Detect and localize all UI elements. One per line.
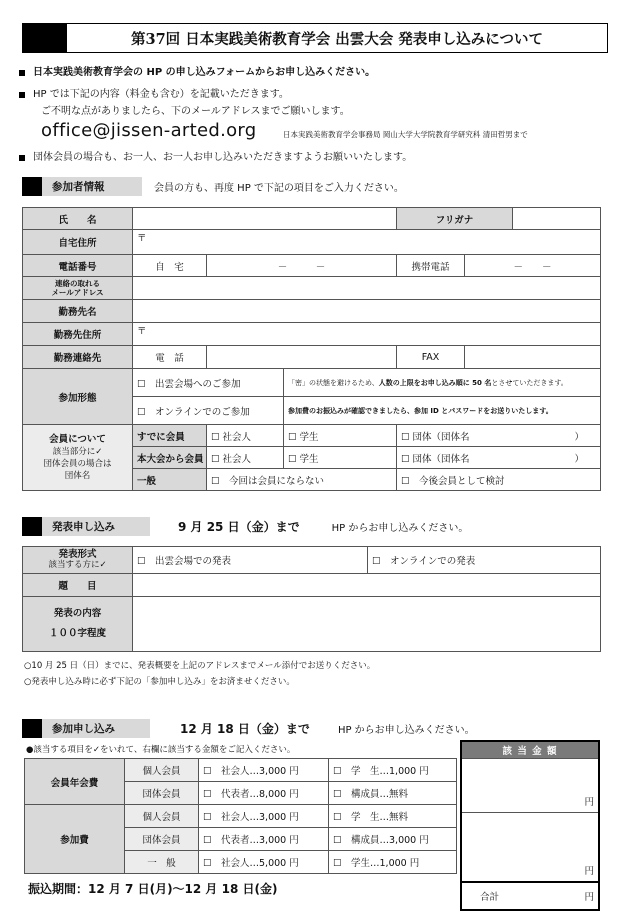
title-bar [22,23,608,53]
intro-line-2a: HP では下記の内容（料金も含む）を記載いただきます。 [33,89,289,100]
presentation-table [22,546,601,652]
annual-rep-option[interactable]: ☐ 代表者…8,000 円 [199,782,329,805]
fax-field[interactable] [465,346,601,369]
fee-table [24,758,457,874]
name-label: 氏 名 [23,208,133,230]
work-phone-label: 電 話 [133,346,207,369]
participation-label: 参加形態 [23,369,133,425]
amount-table [460,740,600,911]
intro-line-2b: ご不明な点がありましたら、下のメールアドレスまでご願いします。 [41,106,350,117]
work-address-label: 勤務先住所 [23,323,133,346]
work-contact-label: 勤務連絡先 [23,346,133,369]
email-field[interactable] [133,277,601,300]
already-student-checkbox[interactable]: ☐ 学生 [284,425,397,447]
content-label: 発表の内容 １００字程度 [23,597,133,652]
work-phone-field[interactable] [207,346,397,369]
registration-instruction: ●該当する項目を✓をいれて、右欄に該当する金額をご記入ください。 [26,745,296,755]
payment-period: 振込期間：12 月 7 日(月)～12 月 18 日(金) [28,882,278,896]
amount-header: 該 当 金 額 [461,741,599,758]
furigana-field[interactable] [513,208,601,230]
fee-rep-option[interactable]: ☐ 代表者…3,000 円 [199,828,329,851]
home-phone-field[interactable]: － － [207,255,397,277]
mobile-field[interactable]: － － [465,255,601,277]
online-note: 参加費のお振込みが確認できましたら、参加 ID とパスワードをお送りいたします。 [284,397,601,425]
title-black-block [23,24,67,52]
annual-member-option[interactable]: ☐ 構成員…無料 [329,782,457,805]
annual-adult-option[interactable]: ☐ 社会人…3,000 円 [199,759,329,782]
annual-individual-label: 個人会員 [125,759,199,782]
section-label: 参加者情報 [42,177,142,196]
new-member-label: 本大会から会員 [133,447,207,469]
intro-line-1: 日本実践美術教育学会の HP の申し込みフォームからお申し込みください。 [33,67,376,78]
presentation-note-1: ○10 月 25 日（日）までに、発表概要を上記のアドレスまでメール添付でお送りください。 [24,661,376,671]
membership-label: 会員について 該当部分に✓ 団体会員の場合は 団体名 [23,425,133,491]
annual-fee-label: 会員年会費 [25,759,125,805]
fee-group-label: 団体会員 [125,828,199,851]
workplace-label: 勤務先名 [23,300,133,323]
name-field[interactable] [133,208,397,230]
new-adult-checkbox[interactable]: ☐ 社会人 [207,447,284,469]
section-label: 発表申し込み [42,517,150,536]
section-note: 会員の方も、再度 HP で下記の項目をご入力ください。 [154,183,404,194]
fee-amount-field[interactable]: 円 [461,812,599,882]
section-label: 参加申し込み [42,719,150,738]
phone-label: 電話番号 [23,255,133,277]
fee-adult-option[interactable]: ☐ 社会人…3,000 円 [199,805,329,828]
section-registration-header [22,719,475,738]
annual-student-option[interactable]: ☐ 学 生…1,000 円 [329,759,457,782]
contact-email[interactable]: office@jissen-arted.org [41,120,257,141]
furigana-label: フリガナ [397,208,513,230]
registration-hp-note: HP からお申し込みください。 [337,725,475,736]
annual-group-label: 団体会員 [125,782,199,805]
already-member-label: すでに会員 [133,425,207,447]
section-presentation-header [22,517,468,536]
work-address-field[interactable]: 〒 [133,323,601,346]
total-amount-field[interactable]: 合計 円 [461,882,599,910]
home-phone-label: 自 宅 [133,255,207,277]
new-student-checkbox[interactable]: ☐ 学生 [284,447,397,469]
online-option[interactable]: ☐ オンラインでのご参加 [133,397,284,425]
participation-fee-label: 参加費 [25,805,125,874]
registration-deadline: 12 月 18 日（金）まで [180,722,310,736]
onsite-presentation-option[interactable]: ☐ 出雲会場での発表 [133,547,368,574]
office-info: 日本実践美術教育学会事務局 岡山大学大学院教育学研究科 清田哲男まで [283,130,528,139]
already-adult-checkbox[interactable]: ☐ 社会人 [207,425,284,447]
general-label: 一般 [133,469,207,491]
presentation-deadline: 9 月 25 日（金）まで [178,520,300,534]
fee-general-student-option[interactable]: ☐ 学生…1,000 円 [329,851,457,874]
theme-label: 題 目 [23,574,133,597]
workplace-field[interactable] [133,300,601,323]
fee-member-option[interactable]: ☐ 構成員…3,000 円 [329,828,457,851]
home-address-label: 自宅住所 [23,230,133,255]
section-participant-header [22,177,404,196]
fax-label: FAX [397,346,465,369]
annual-amount-field[interactable]: 円 [461,758,599,812]
fee-individual-label: 個人会員 [125,805,199,828]
participant-table [22,207,601,491]
onsite-option[interactable]: ☐ 出雲会場へのご参加 [133,369,284,397]
already-group-checkbox[interactable]: ☐ 団体（団体名 ） [397,425,601,447]
mobile-label: 携帯電話 [397,255,465,277]
fee-general-label: 一 般 [125,851,199,874]
content-field[interactable] [133,597,601,652]
not-member-checkbox[interactable]: ☐ 今回は会員にならない [207,469,397,491]
intro-line-3: 団体会員の場合も、お一人、お一人お申し込みいただきますようお願いいたします。 [33,152,413,163]
fee-general-adult-option[interactable]: ☐ 社会人…5,000 円 [199,851,329,874]
home-address-field[interactable]: 〒 [133,230,601,255]
online-presentation-option[interactable]: ☐ オンラインでの発表 [368,547,601,574]
presentation-note-2: ○発表申し込み時に必ず下記の「参加申し込み」をお済ませください。 [24,677,295,687]
format-label: 発表形式 該当する方に✓ [23,547,133,574]
fee-student-option[interactable]: ☐ 学 生…無料 [329,805,457,828]
page-title: 第37回 日本実践美術教育学会 出雲大会 発表申し込みについて [130,30,544,48]
presentation-hp-note: HP からお申し込みください。 [331,523,469,534]
onsite-note: 「密」の状態を避けるため、人数の上限をお申し込み順に 50 名とさせていただきます。 [284,369,601,397]
consider-member-checkbox[interactable]: ☐ 今後会員として検討 [397,469,601,491]
theme-field[interactable] [133,574,601,597]
new-group-checkbox[interactable]: ☐ 団体（団体名 ） [397,447,601,469]
email-label: 連絡の取れる メールアドレス [23,277,133,300]
